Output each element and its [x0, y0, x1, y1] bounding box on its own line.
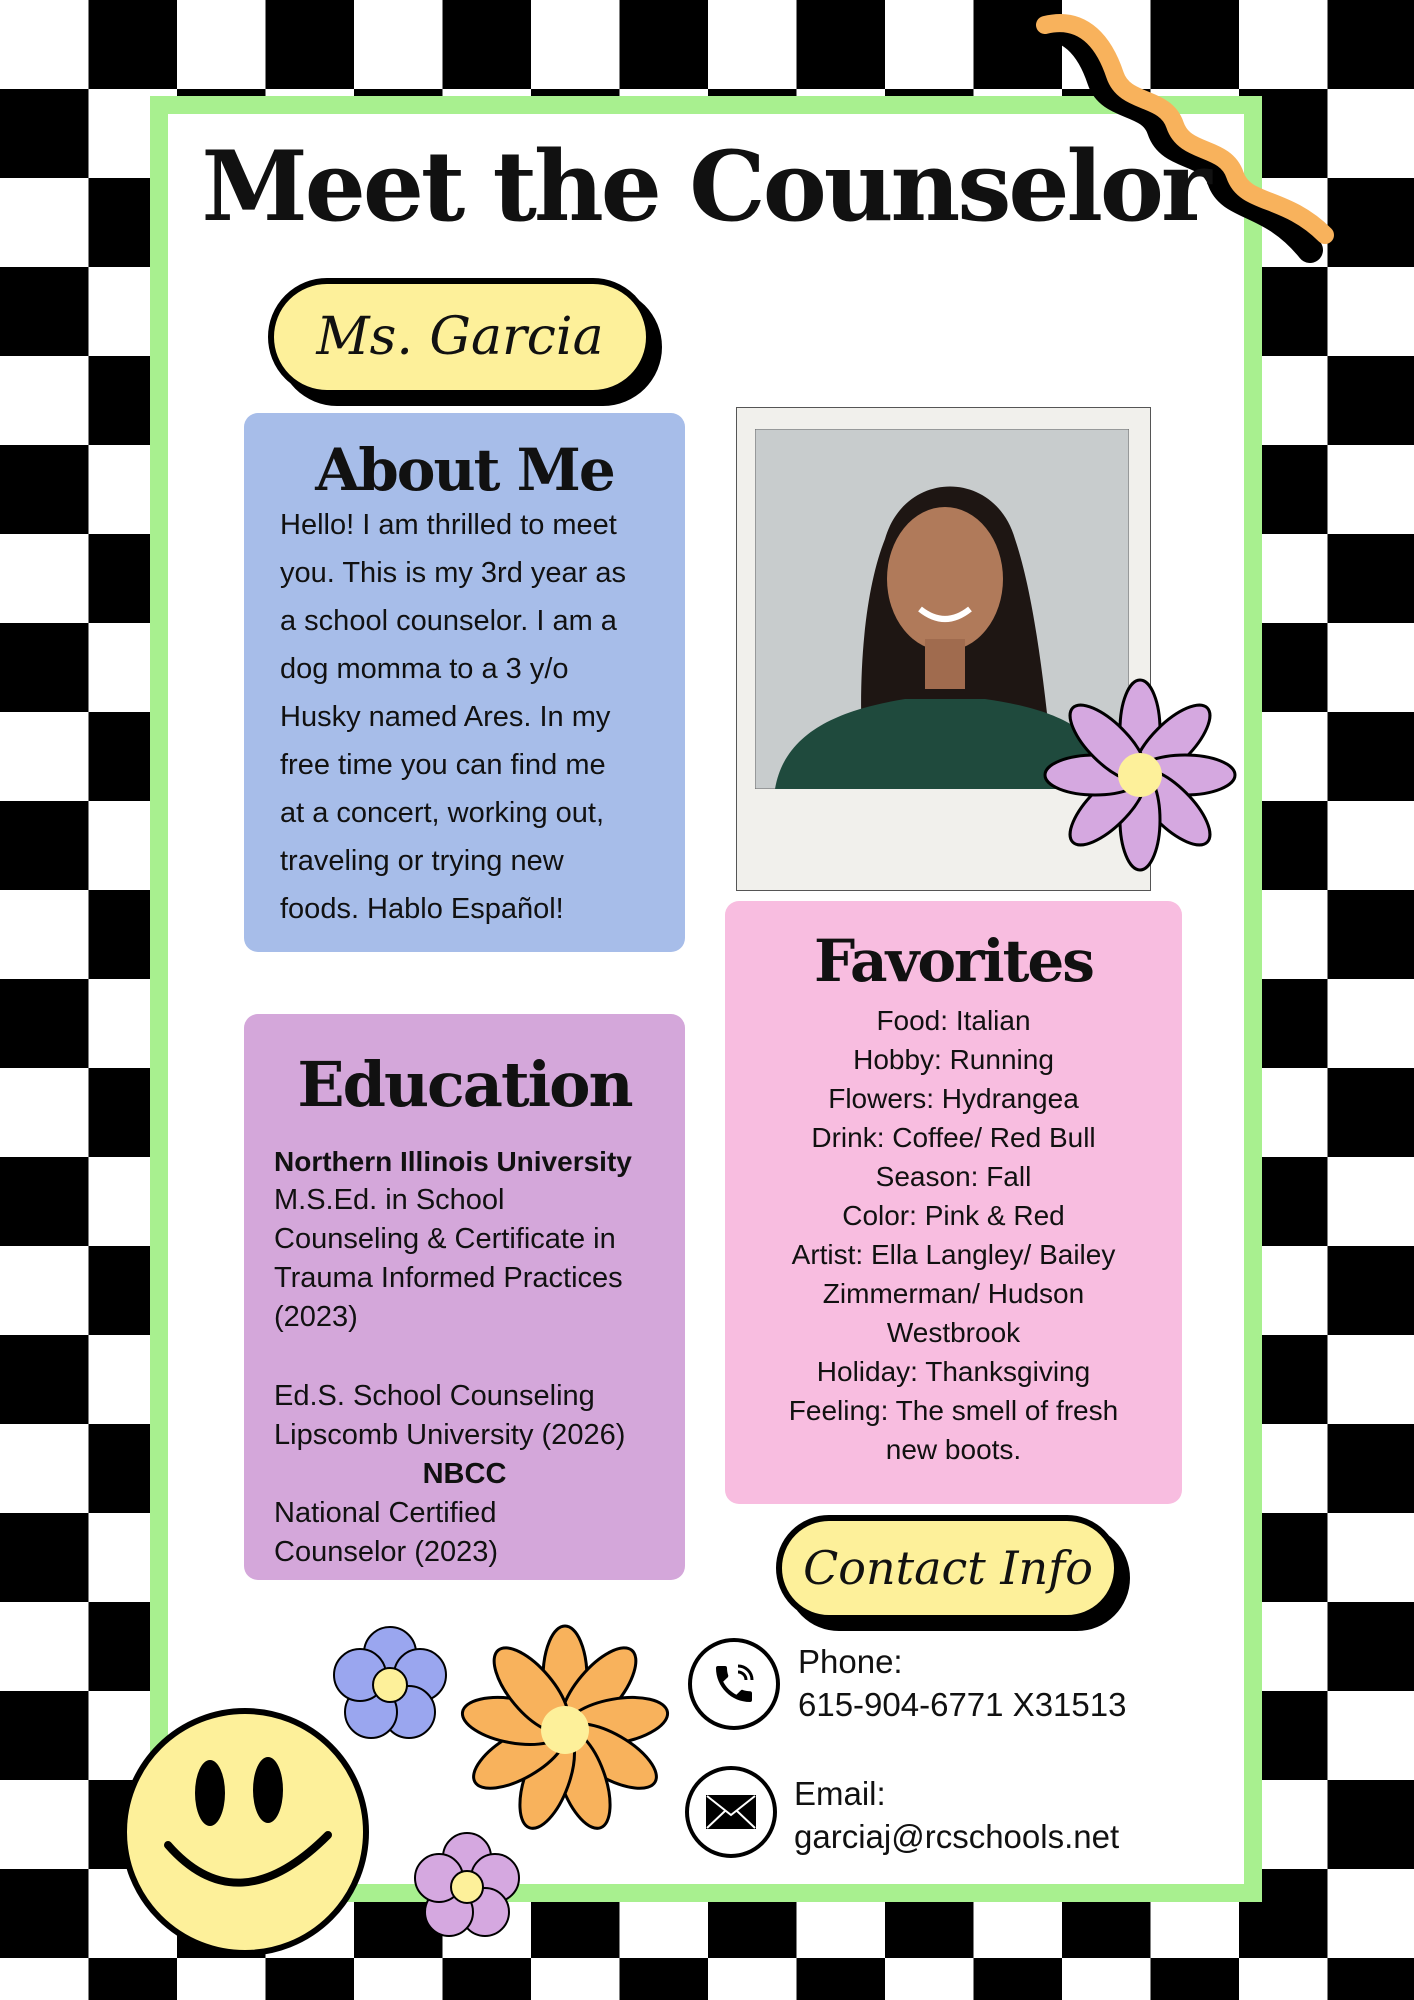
cert-title: NBCC [422, 1458, 507, 1490]
flower-icon [1040, 675, 1240, 875]
education-card [244, 1014, 685, 1580]
favorite-item: Drink: Coffee/ Red Bull [811, 1122, 1096, 1153]
degree-line: M.S.Ed. in School [274, 1184, 505, 1216]
favorite-item: Color: Pink & Red [842, 1200, 1065, 1231]
favorite-item: Westbrook [886, 1317, 1021, 1348]
email-address[interactable]: garciaj@rcschools.net [794, 1818, 1120, 1855]
school-name: Northern Illinois University [274, 1146, 632, 1177]
education-heading: Education [297, 1048, 632, 1121]
about-line: dog momma to a 3 y/o [280, 653, 569, 685]
page-title: Meet the Counselor [201, 130, 1209, 243]
email-block [794, 1772, 1119, 1858]
about-line: traveling or trying new [280, 845, 564, 877]
favorite-item: Food: Italian [876, 1005, 1031, 1036]
phone-block [798, 1640, 1126, 1726]
email-icon [685, 1766, 777, 1858]
favorite-item: Artist: Ella Langley/ Bailey [791, 1239, 1116, 1270]
favorite-item: Holiday: Thanksgiving [816, 1356, 1091, 1387]
about-line: a school counselor. I am a [280, 605, 617, 637]
about-text [280, 501, 685, 933]
about-heading: About Me [315, 436, 614, 504]
about-line: at a concert, working out, [280, 797, 604, 829]
favorite-item: new boots. [885, 1434, 1022, 1465]
phone-number[interactable]: 615-904-6771 X31513 [798, 1686, 1127, 1723]
favorites-card [725, 901, 1182, 1504]
about-line: Husky named Ares. In my [280, 701, 611, 733]
degree-line: Lipscomb University (2026) [274, 1419, 626, 1451]
favorite-item: Zimmerman/ Hudson [822, 1278, 1085, 1309]
favorite-item: Feeling: The smell of fresh [788, 1395, 1119, 1426]
about-line: foods. Hablo Español! [280, 893, 564, 925]
degree-line: Trauma Informed Practices [274, 1262, 623, 1294]
name-badge: Ms. Garcia [268, 278, 652, 396]
purple-flower-icon [400, 1820, 535, 1955]
about-line: free time you can find me [280, 749, 606, 781]
degree-line: Ed.S. School Counseling [274, 1380, 595, 1412]
contact-info-badge: Contact Info [776, 1515, 1120, 1621]
phone-icon [688, 1638, 780, 1730]
about-me-card [244, 413, 685, 952]
degree-line: (2023) [274, 1301, 358, 1333]
about-line: you. This is my 3rd year as [280, 557, 626, 589]
favorites-heading: Favorites [814, 927, 1093, 995]
favorite-item: Hobby: Running [853, 1044, 1054, 1075]
phone-label: Phone: [798, 1643, 903, 1680]
favorite-item: Season: Fall [875, 1161, 1032, 1192]
cert-line: Counselor (2023) [274, 1536, 499, 1568]
email-label: Email: [794, 1775, 886, 1812]
degree-line: Counseling & Certificate in [274, 1223, 616, 1255]
orange-flower-icon [450, 1615, 680, 1845]
favorite-item: Flowers: Hydrangea [828, 1083, 1079, 1114]
smiley-face-icon [118, 1705, 372, 1959]
about-line: Hello! I am thrilled to meet [280, 509, 617, 541]
cert-line: National Certified [274, 1497, 497, 1529]
